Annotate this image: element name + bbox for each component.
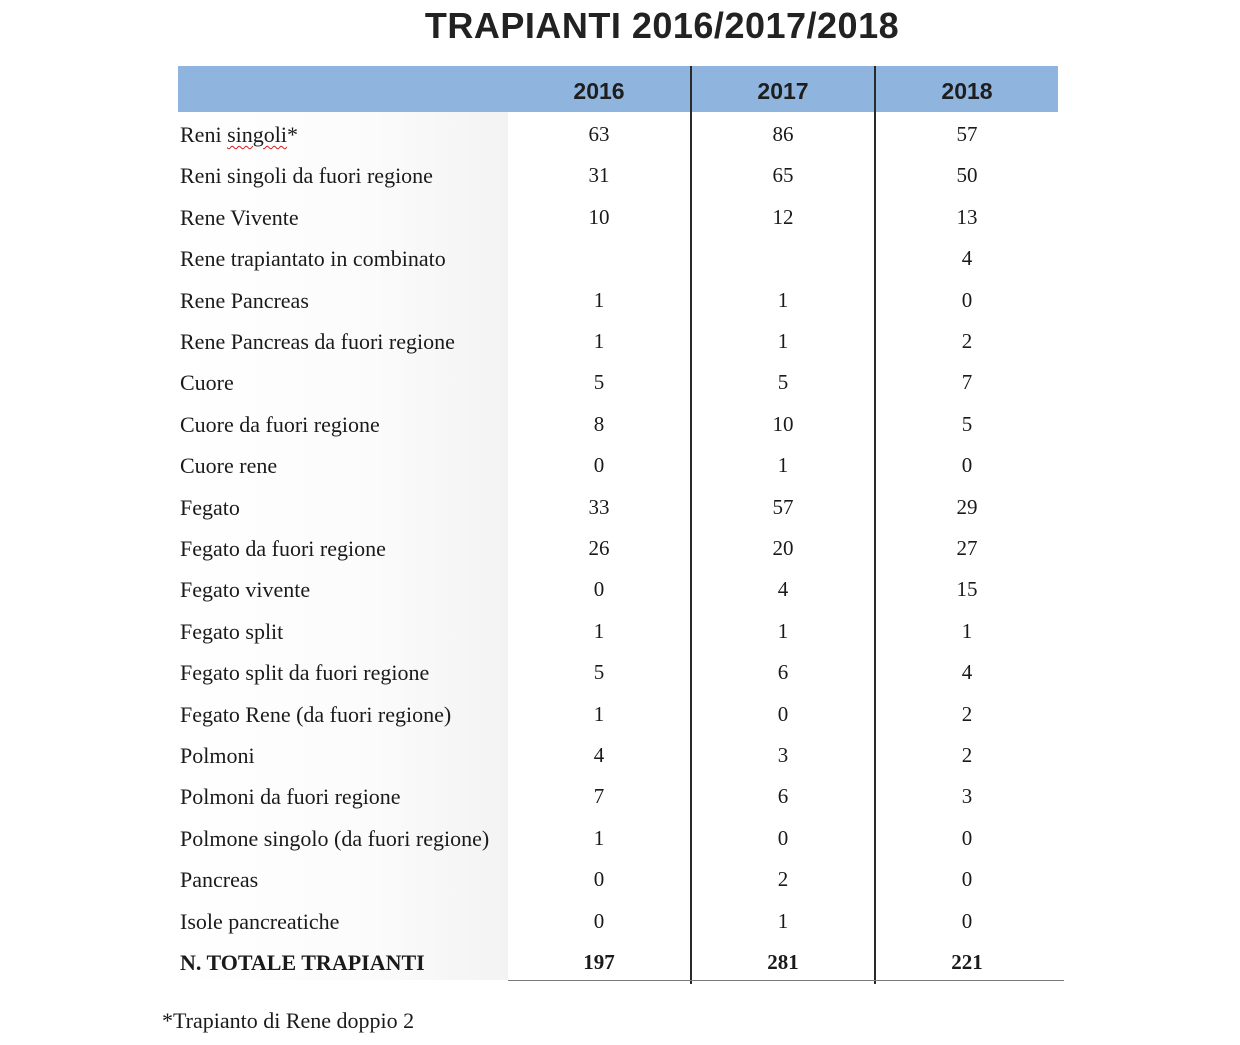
row-label: Fegato bbox=[180, 494, 240, 520]
table-row bbox=[178, 818, 1058, 859]
cell-2016: 1 bbox=[593, 287, 605, 312]
table-row bbox=[178, 859, 1058, 900]
row-label: Polmoni da fuori regione bbox=[180, 784, 401, 810]
table-row bbox=[178, 114, 1058, 155]
cell-2016: 1 bbox=[593, 618, 605, 643]
cell-2017: 4 bbox=[777, 577, 789, 602]
cell-2016: 197 bbox=[583, 950, 615, 974]
cell-2018: 2 bbox=[961, 743, 973, 767]
cell-2016: 7 bbox=[593, 784, 605, 809]
row-label: Rene Pancreas bbox=[180, 287, 309, 313]
cell-2017: 65 bbox=[772, 163, 794, 188]
row-label: Fegato Rene (da fuori regione) bbox=[180, 701, 452, 727]
column-header-2017: 2017 bbox=[757, 78, 809, 104]
table-row bbox=[178, 611, 1058, 652]
total-label: N. TOTALE TRAPIANTI bbox=[180, 950, 425, 975]
cell-2017: 1 bbox=[777, 618, 789, 643]
table-row bbox=[178, 569, 1058, 610]
table-row bbox=[178, 735, 1058, 776]
cell-2016: 0 bbox=[593, 453, 605, 478]
table-total-row bbox=[178, 942, 1058, 983]
row-label: Pancreas bbox=[180, 867, 259, 893]
cell-2017: 0 bbox=[777, 825, 789, 850]
row-label: Polmoni bbox=[180, 743, 255, 768]
cell-2017: 1 bbox=[777, 453, 789, 478]
cell-2016: 1 bbox=[593, 329, 605, 353]
cell-2016: 0 bbox=[593, 577, 605, 602]
page-title: TRAPIANTI 2016/2017/2018 bbox=[424, 5, 900, 46]
row-label: Cuore bbox=[180, 370, 234, 396]
cell-2016: 63 bbox=[588, 122, 610, 146]
cell-2016: 0 bbox=[593, 908, 605, 933]
cell-2018: 29 bbox=[956, 494, 978, 519]
row-label: Reni singoli* bbox=[180, 122, 298, 147]
column-divider bbox=[690, 66, 692, 984]
table-row bbox=[178, 445, 1058, 486]
table-bottom-rule bbox=[508, 980, 1064, 981]
cell-2018: 0 bbox=[961, 453, 973, 478]
cell-2018: 0 bbox=[961, 287, 973, 312]
table-row bbox=[178, 901, 1058, 942]
table-row bbox=[178, 404, 1058, 445]
cell-2018: 27 bbox=[956, 536, 978, 560]
cell-2016: 33 bbox=[588, 494, 610, 519]
cell-2017: 5 bbox=[777, 370, 789, 395]
cell-2018: 5 bbox=[961, 411, 973, 436]
cell-2018: 0 bbox=[961, 825, 973, 850]
cell-2018: 1 bbox=[961, 618, 973, 643]
row-label: Cuore da fuori regione bbox=[180, 411, 380, 437]
cell-2017: 1 bbox=[777, 287, 789, 312]
row-label: Fegato split da fuori regione bbox=[180, 660, 430, 686]
table-row bbox=[178, 238, 1058, 279]
cell-2017: 6 bbox=[777, 784, 789, 809]
cell-2018: 50 bbox=[956, 163, 978, 188]
row-label: Rene Vivente bbox=[180, 204, 299, 230]
row-label: Rene Pancreas da fuori regione bbox=[180, 329, 455, 354]
cell-2018: 221 bbox=[951, 950, 983, 974]
cell-2017: 0 bbox=[777, 701, 789, 726]
table-row bbox=[178, 487, 1058, 528]
table-row bbox=[178, 155, 1058, 196]
cell-2018: 13 bbox=[956, 204, 978, 229]
row-label: Polmone singolo (da fuori regione) bbox=[180, 825, 490, 851]
column-header-2016: 2016 bbox=[573, 78, 625, 104]
column-divider bbox=[874, 66, 876, 984]
cell-2018: 57 bbox=[956, 122, 978, 146]
cell-2016: 10 bbox=[588, 204, 610, 229]
cell-2016: 5 bbox=[593, 660, 605, 685]
cell-2017: 1 bbox=[777, 329, 789, 353]
cell-2017: 10 bbox=[772, 411, 794, 436]
cell-2016: 26 bbox=[588, 536, 610, 560]
row-label: Reni singoli da fuori regione bbox=[180, 163, 433, 189]
table-row bbox=[178, 362, 1058, 403]
row-label: Fegato split bbox=[180, 618, 284, 644]
row-label: Fegato vivente bbox=[180, 577, 311, 603]
row-label: Rene trapiantato in combinato bbox=[180, 246, 446, 272]
cell-2016: 4 bbox=[593, 743, 605, 767]
column-header-2018: 2018 bbox=[941, 78, 993, 104]
table-row bbox=[178, 280, 1058, 321]
cell-2016: 1 bbox=[593, 825, 605, 850]
footnote: *Trapianto di Rene doppio 2 bbox=[162, 1008, 415, 1033]
cell-2016: 1 bbox=[593, 701, 605, 726]
cell-2018: 2 bbox=[961, 329, 973, 353]
row-label: Cuore rene bbox=[180, 453, 278, 479]
cell-2017: 1 bbox=[777, 908, 789, 933]
cell-2017: 12 bbox=[772, 204, 794, 229]
table-row bbox=[178, 528, 1058, 569]
cell-2017: 6 bbox=[777, 660, 789, 685]
cell-2018: 3 bbox=[961, 784, 973, 809]
cell-2017: 281 bbox=[767, 950, 799, 974]
cell-2018: 4 bbox=[961, 246, 973, 271]
cell-2018: 2 bbox=[961, 701, 973, 726]
cell-2017: 20 bbox=[772, 536, 794, 560]
cell-2016: 0 bbox=[593, 867, 605, 892]
cell-2016: 31 bbox=[588, 163, 610, 188]
cell-2017: 86 bbox=[772, 122, 794, 146]
cell-2017: 57 bbox=[772, 494, 794, 519]
cell-2017: 3 bbox=[777, 743, 789, 767]
table-row bbox=[178, 321, 1058, 362]
table-row bbox=[178, 197, 1058, 238]
cell-2017: 2 bbox=[777, 867, 789, 892]
cell-2018: 7 bbox=[961, 370, 973, 395]
table-row bbox=[178, 776, 1058, 817]
cell-2018: 4 bbox=[961, 660, 973, 685]
row-label: Fegato da fuori regione bbox=[180, 536, 386, 561]
table-row bbox=[178, 652, 1058, 693]
row-label: Isole pancreatiche bbox=[180, 908, 340, 934]
cell-2018: 0 bbox=[961, 867, 973, 892]
cell-2018: 15 bbox=[956, 577, 978, 602]
cell-2016: 8 bbox=[593, 411, 605, 436]
table-row bbox=[178, 694, 1058, 735]
cell-2018: 0 bbox=[961, 908, 973, 933]
cell-2016: 5 bbox=[593, 370, 605, 395]
